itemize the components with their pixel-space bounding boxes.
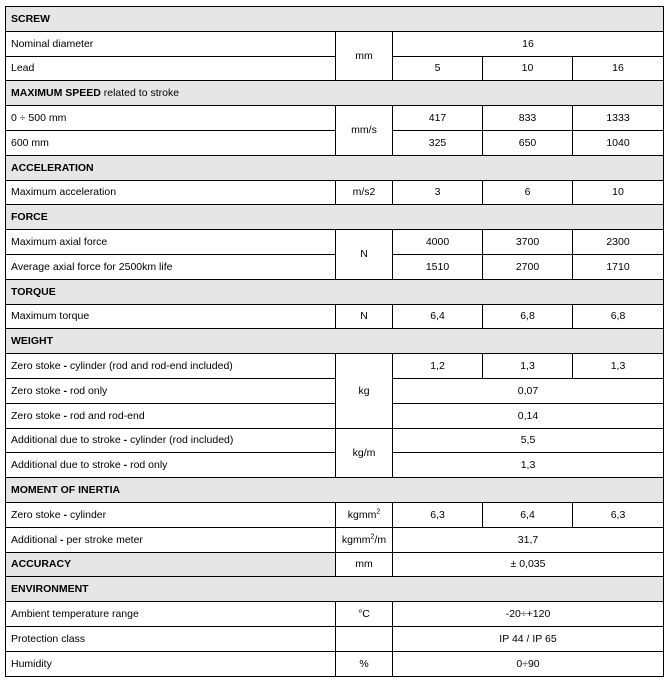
- value-cell: 1510: [393, 254, 483, 279]
- section-title: FORCE: [6, 205, 664, 230]
- label-part: Additional: [11, 533, 61, 546]
- unit-cell: %: [336, 651, 393, 676]
- label-part: Zero stoke: [11, 360, 64, 373]
- section-header-environment: [6, 577, 664, 602]
- specification-table: [5, 6, 664, 677]
- unit-base: kgmm: [341, 533, 371, 546]
- section-header-inertia: [6, 478, 664, 503]
- section-title: TORQUE: [6, 279, 664, 304]
- row-label: [6, 428, 336, 453]
- table-row: [6, 254, 664, 279]
- table-row: [6, 56, 664, 81]
- row-label: 600 mm: [6, 130, 336, 155]
- unit-tail: /m: [374, 533, 387, 546]
- label-separator: -: [60, 533, 64, 546]
- section-title: [6, 81, 664, 106]
- table-row: [6, 651, 664, 676]
- value-cell: 6,3: [393, 502, 483, 527]
- label-part: per stroke meter: [63, 533, 143, 546]
- unit-cell: m/s2: [336, 180, 393, 205]
- value-cell: 1,3: [393, 453, 664, 478]
- value-cell: 16: [573, 56, 664, 81]
- value-cell: 0,07: [393, 378, 664, 403]
- unit-cell: [336, 626, 393, 651]
- table-row: [6, 31, 664, 56]
- unit-cell: N: [336, 304, 393, 329]
- label-part: cylinder (rod included): [127, 434, 234, 447]
- value-cell: 1710: [573, 254, 664, 279]
- row-label: Humidity: [6, 651, 336, 676]
- section-header-acceleration: [6, 155, 664, 180]
- row-label: [6, 378, 336, 403]
- value-cell: 0÷90: [393, 651, 664, 676]
- row-label: Maximum torque: [6, 304, 336, 329]
- row-label: Nominal diameter: [6, 31, 336, 56]
- unit-cell: mm/s: [336, 106, 393, 156]
- table-row: [6, 354, 664, 379]
- label-part: Zero stoke: [11, 384, 64, 397]
- row-label: 0 ÷ 500 mm: [6, 106, 336, 131]
- value-cell: 3: [393, 180, 483, 205]
- label-part: cylinder (rod and rod-end included): [67, 360, 233, 373]
- unit-cell: [336, 502, 393, 527]
- table-row: [6, 106, 664, 131]
- value-cell: 10: [573, 180, 664, 205]
- table-row: [6, 602, 664, 627]
- value-cell: 6: [483, 180, 573, 205]
- value-cell: 833: [483, 106, 573, 131]
- row-label: Lead: [6, 56, 336, 81]
- label-part: cylinder: [67, 508, 107, 521]
- label-part: rod only: [67, 384, 108, 397]
- unit-cell: °C: [336, 602, 393, 627]
- table-row: [6, 626, 664, 651]
- value-cell: -20÷+120: [393, 602, 664, 627]
- value-cell: 325: [393, 130, 483, 155]
- label-separator: -: [63, 508, 68, 521]
- spec-sheet: [5, 6, 663, 677]
- row-label: Ambient temperature range: [6, 602, 336, 627]
- section-title: WEIGHT: [6, 329, 664, 354]
- row-label: [6, 527, 336, 552]
- section-title: ENVIRONMENT: [6, 577, 664, 602]
- table-row: [6, 453, 664, 478]
- value-cell: 5: [393, 56, 483, 81]
- section-title: SCREW: [6, 7, 664, 32]
- row-label: Protection class: [6, 626, 336, 651]
- value-cell: 6,4: [483, 502, 573, 527]
- table-row: [6, 130, 664, 155]
- table-row: [6, 403, 664, 428]
- value-cell: 1,2: [393, 354, 483, 379]
- table-row: [6, 378, 664, 403]
- row-label: [6, 354, 336, 379]
- table-row: [6, 180, 664, 205]
- table-row: [6, 502, 664, 527]
- unit-cell: [336, 527, 393, 552]
- value-cell: 4000: [393, 230, 483, 255]
- unit-cell: kg: [336, 354, 393, 428]
- table-row: [6, 428, 664, 453]
- value-cell: 1333: [573, 106, 664, 131]
- row-label: [6, 502, 336, 527]
- value-cell: 16: [393, 31, 664, 56]
- label-part: rod and rod-end: [67, 409, 145, 422]
- section-header-max-speed: [6, 81, 664, 106]
- value-cell: 6,4: [393, 304, 483, 329]
- unit-base: kgmm: [347, 508, 377, 521]
- unit-exponent: 2: [370, 533, 375, 541]
- value-cell: 6,8: [483, 304, 573, 329]
- unit-cell: N: [336, 230, 393, 280]
- section-header-force: [6, 205, 664, 230]
- value-cell: 10: [483, 56, 573, 81]
- section-header-accuracy: [6, 552, 664, 577]
- table-row: [6, 304, 664, 329]
- section-header-torque: [6, 279, 664, 304]
- row-label: Maximum acceleration: [6, 180, 336, 205]
- unit-cell: mm: [336, 552, 393, 577]
- row-label: [6, 403, 336, 428]
- row-label: Average axial force for 2500km life: [6, 254, 336, 279]
- section-title-bold: MAXIMUM SPEED: [11, 87, 101, 100]
- label-separator: -: [63, 409, 68, 422]
- value-cell: 2300: [573, 230, 664, 255]
- value-cell: 31,7: [393, 527, 664, 552]
- value-cell: 5,5: [393, 428, 664, 453]
- value-cell: 6,3: [573, 502, 664, 527]
- unit-cell: mm: [336, 31, 393, 81]
- value-cell: 650: [483, 130, 573, 155]
- label-separator: -: [123, 434, 128, 447]
- value-cell: 1,3: [573, 354, 664, 379]
- unit-exponent: 2: [376, 508, 381, 516]
- row-label: Maximum axial force: [6, 230, 336, 255]
- row-label: [6, 453, 336, 478]
- value-cell: 1,3: [483, 354, 573, 379]
- section-title-suffix: related to stroke: [100, 87, 180, 100]
- value-cell: 1040: [573, 130, 664, 155]
- value-cell: 0,14: [393, 403, 664, 428]
- label-part: rod only: [127, 459, 168, 472]
- unit-cell: kg/m: [336, 428, 393, 478]
- label-separator: -: [63, 384, 68, 397]
- value-cell: 2700: [483, 254, 573, 279]
- value-cell: ± 0,035: [393, 552, 664, 577]
- section-header-weight: [6, 329, 664, 354]
- value-cell: 417: [393, 106, 483, 131]
- value-cell: 3700: [483, 230, 573, 255]
- value-cell: IP 44 / IP 65: [393, 626, 664, 651]
- label-part: Zero stoke: [11, 508, 64, 521]
- label-part: Zero stoke: [11, 409, 64, 422]
- table-row: [6, 527, 664, 552]
- section-title: ACCELERATION: [6, 155, 664, 180]
- label-separator: -: [123, 459, 128, 472]
- label-separator: -: [63, 360, 68, 373]
- label-part: Additional due to stroke: [11, 434, 124, 447]
- value-cell: 6,8: [573, 304, 664, 329]
- label-part: Additional due to stroke: [11, 459, 124, 472]
- section-title: ACCURACY: [6, 552, 336, 577]
- table-row: [6, 230, 664, 255]
- section-header-screw: [6, 7, 664, 32]
- section-title: MOMENT OF INERTIA: [6, 478, 664, 503]
